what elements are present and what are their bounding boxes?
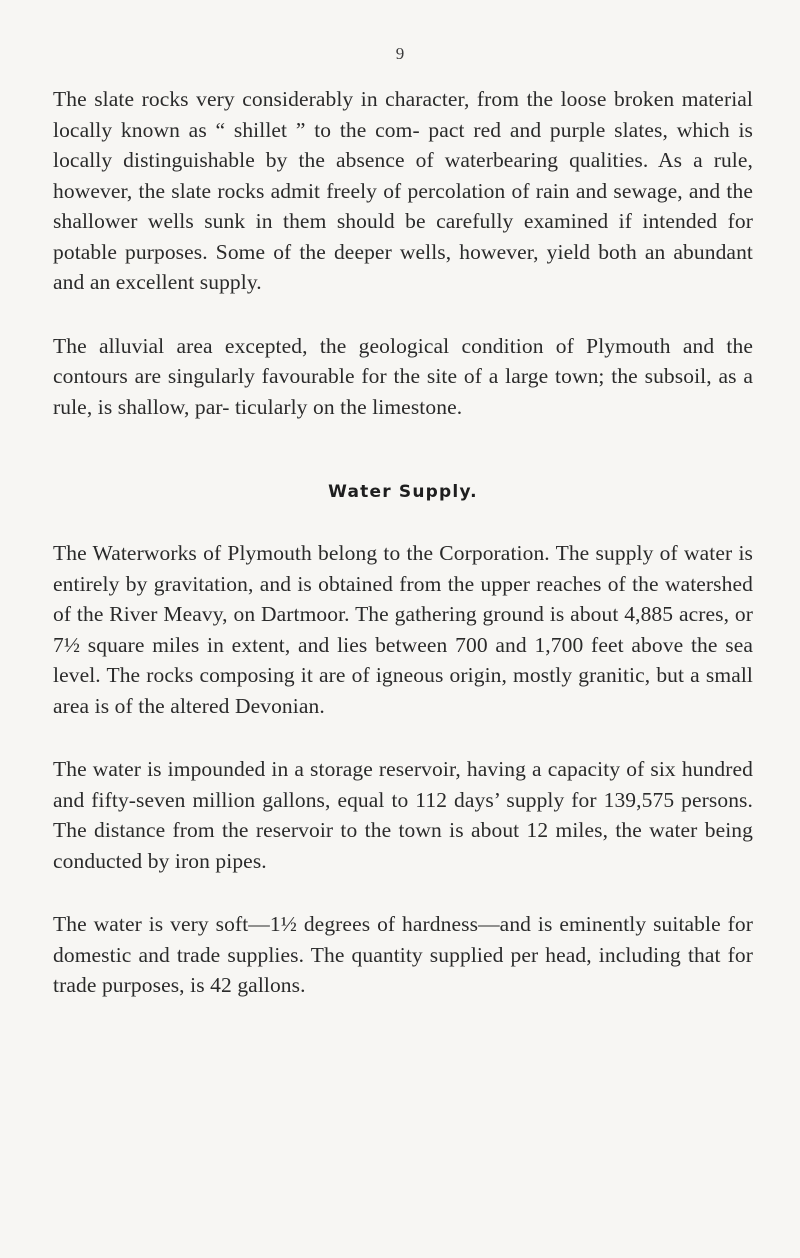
paragraph-reservoir: The water is impounded in a storage reservoir, having a capacity of six hundred and fifty-seven million gallons, equal to 112 days’ supply for 139,575 persons. The distance from the reservoir to the town is about 12 miles, the water being conducted by iron pipes.	[53, 757, 753, 873]
paragraph-water-softness: The water is very soft—1½ degrees of hardness—and is eminently suitable for domestic and trade supplies. The quantity supplied per head, including that for trade purposes, is 42 gallons.	[53, 912, 753, 997]
page-number: 9	[395, 44, 405, 63]
paragraph-geological-condition: The alluvial area excepted, the geological condition of Plymouth and the contours are singularly favourable for the site of a large town; the subsoil, as a rule, is shallow, par- ticularly on the limestone.	[53, 333, 753, 419]
page-body	[53, 84, 753, 1001]
paragraph-slate-rocks: The slate rocks very considerably in character, from the loose broken material locally known as “ shillet ” to the com- pact red and purple slates, which is locally distinguishable by the absence of waterbearing qualities. As a rule, however, the slate rocks admit freely of percolation of rain and sewage, and the shallower wells sunk in them should be carefully examined if intended for potable purposes. Some of the deeper wells, however, yield both an abundant and an excellent supply.	[53, 87, 753, 294]
paragraph-waterworks: The Waterworks of Plymouth belong to the Corporation. The supply of water is entirely by gravitation, and is obtained from the upper reaches of the watershed of the River Meavy, on Dartmoor. The gathering ground is about 4,885 acres, or 7½ square miles in extent, and lies between 700 and 1,700 feet above the sea level. The rocks composing it are of igneous origin, mostly granitic, but a small area is of the altered Devonian.	[53, 541, 753, 718]
section-heading-water-supply: Water Supply.	[328, 482, 478, 502]
